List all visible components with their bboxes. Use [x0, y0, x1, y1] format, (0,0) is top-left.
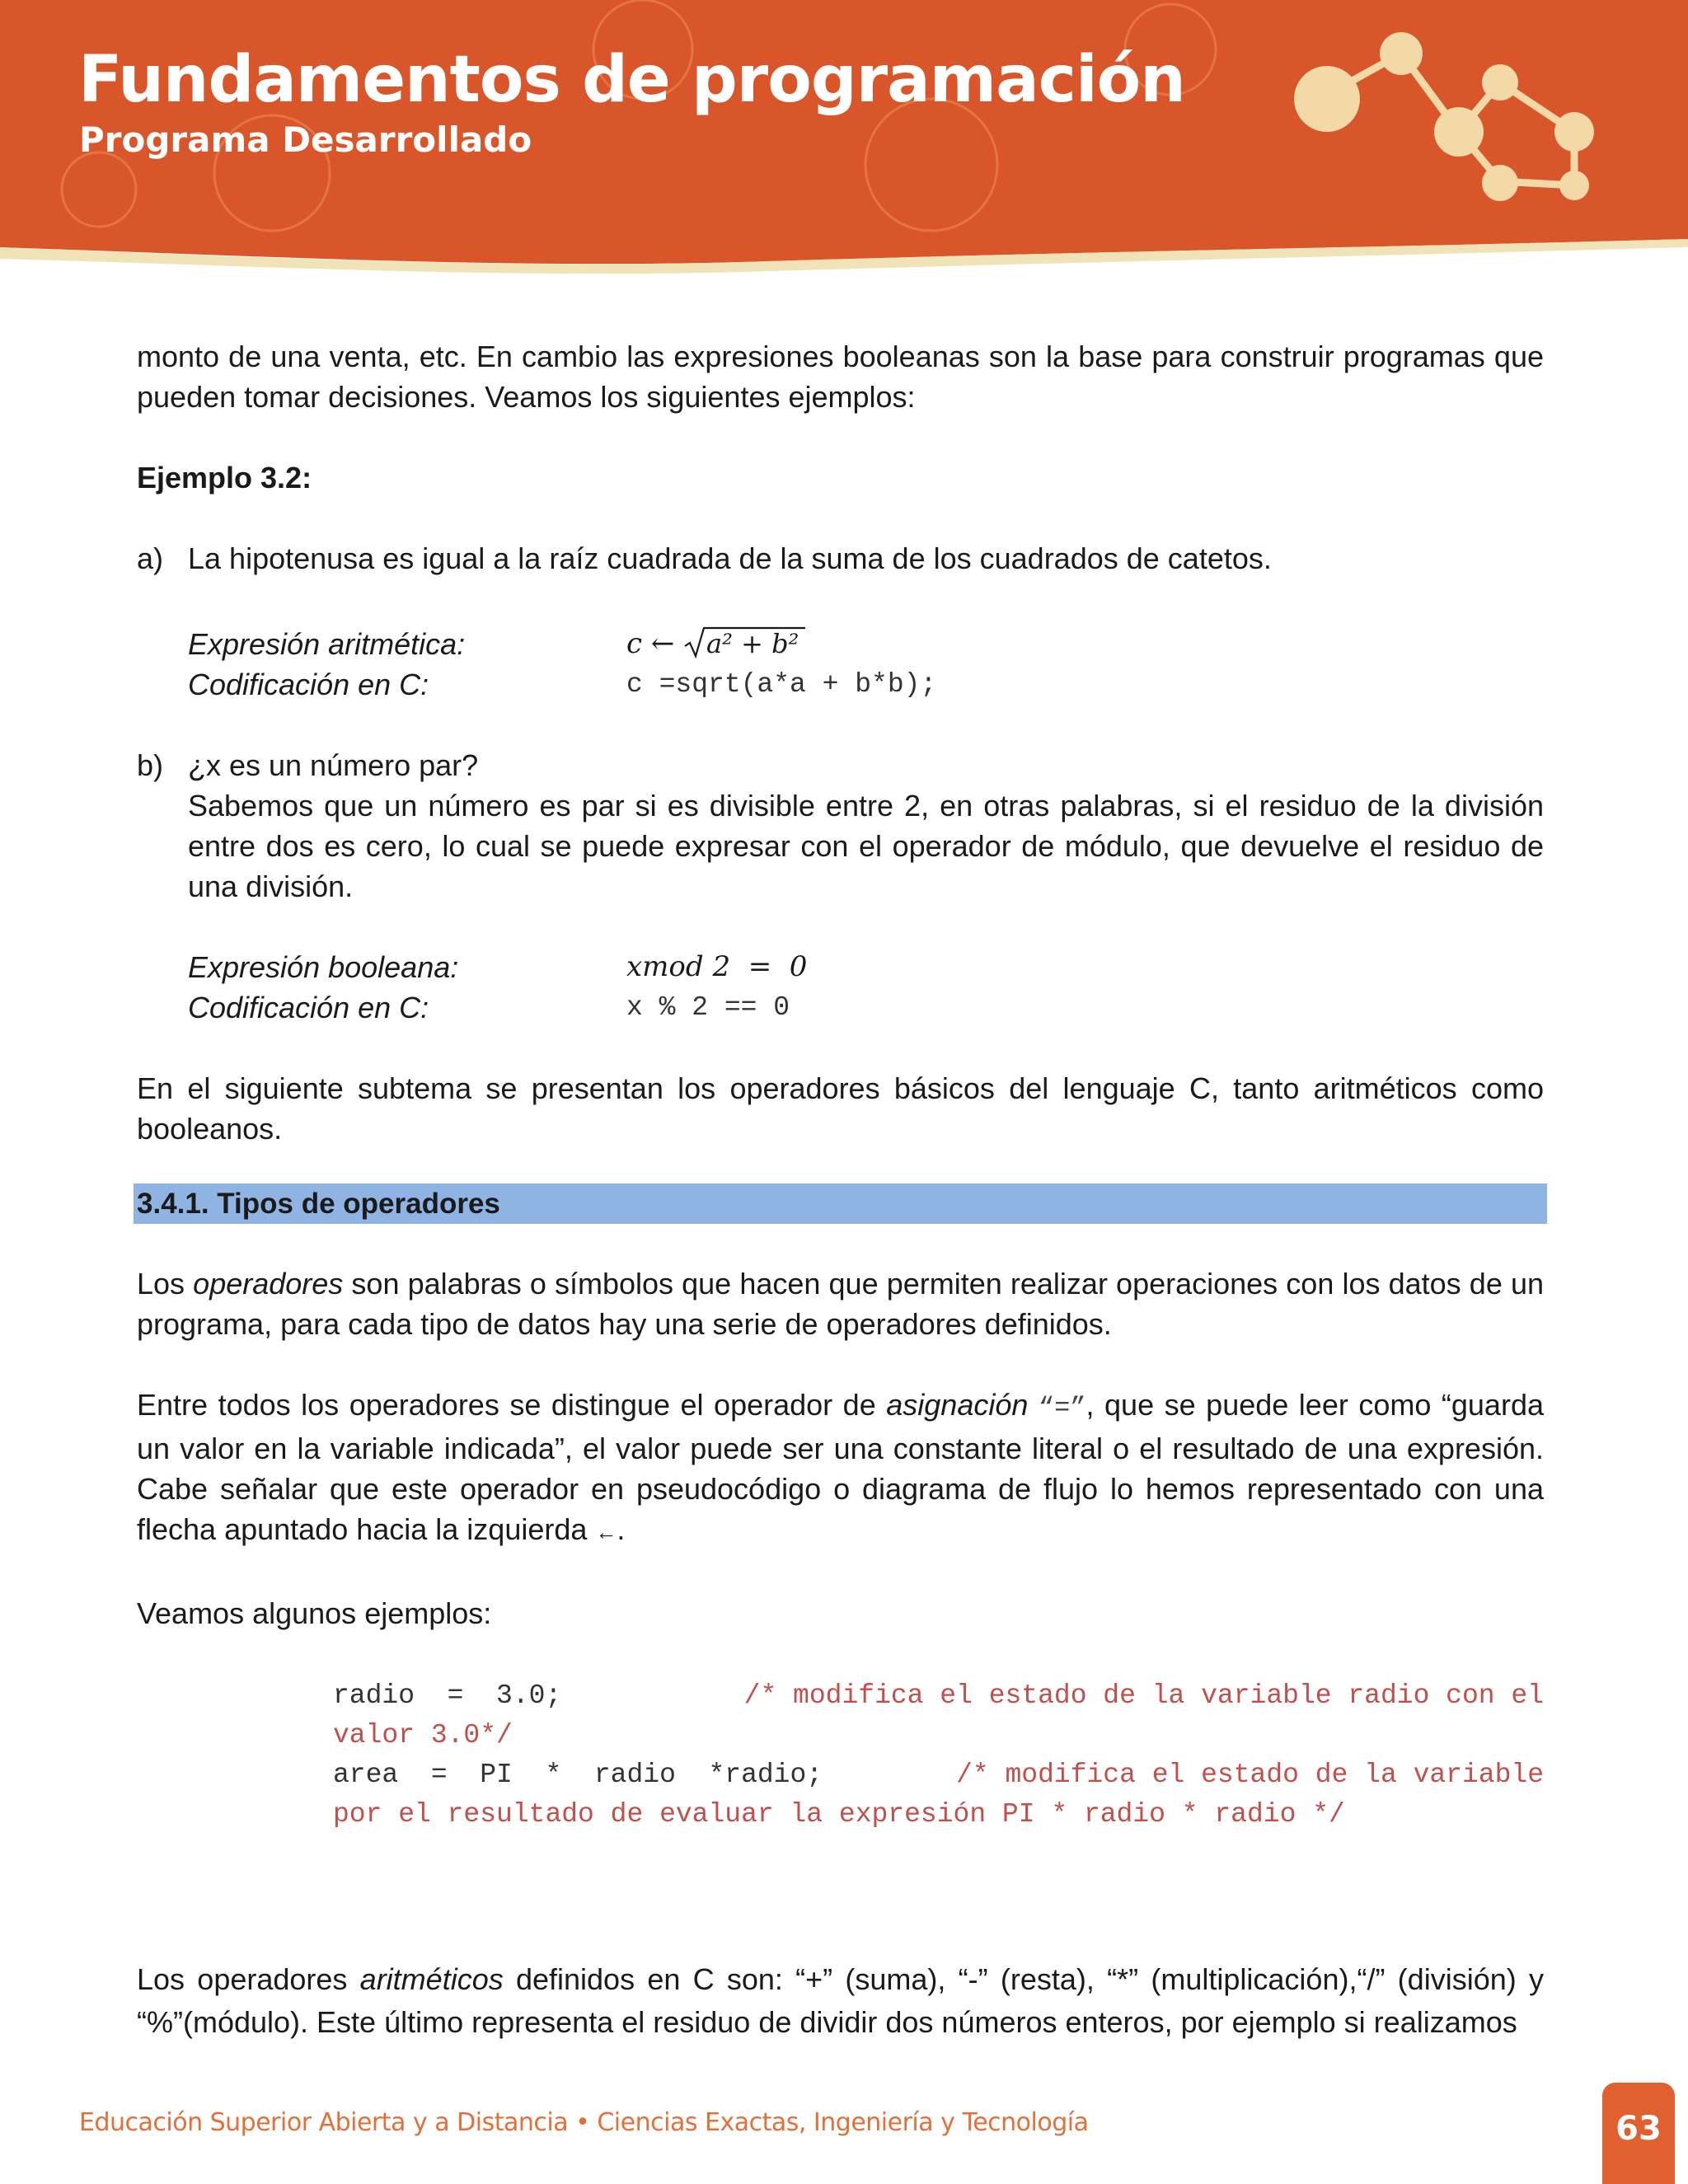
boolean-expression-row	[137, 947, 1544, 987]
example-item-a	[137, 538, 1544, 579]
code-line-3: area = PI * radio *radio; /* modifica el estado de la variable	[333, 1760, 1544, 1790]
example-b-question: ¿x es un número par?	[188, 748, 479, 782]
code-example-block	[137, 1676, 1544, 1835]
boolean-expression-label: Expresión booleana:	[188, 950, 459, 984]
section-heading: 3.4.1. Tipos de operadores	[134, 1183, 1547, 1224]
arithmetic-operators-paragraph: Los operadores aritméticos definidos en C son: “+” (suma), “-” (resta), “*” (multiplicación),“/” (división) y “%”(módulo). Este último representa el residuo de dividir dos números enteros, por ejemplo si realizamos	[137, 1962, 1544, 2039]
document-title: Fundamentos de programación	[78, 43, 1185, 117]
left-arrow-icon: ←	[595, 1520, 617, 1544]
list-marker-a: a)	[137, 541, 164, 575]
example-heading: Ejemplo 3.2:	[137, 461, 312, 494]
subtema-paragraph: En el siguiente subtema se presentan los operadores básicos del lenguaje C, tanto aritméticos como booleanos.	[137, 1071, 1544, 1146]
operators-paragraph-1: Los operadores son palabras o símbolos que hacen que permiten realizar operaciones con los datos de un programa, para cada tipo de datos hay una serie de operadores definidos.	[137, 1267, 1545, 1341]
square-root-formula-icon	[683, 625, 807, 659]
even-code: x % 2 == 0	[626, 992, 790, 1023]
boolean-code-label: Codificación en C:	[188, 991, 429, 1024]
svg-text:a² + b²: a² + b²	[706, 628, 799, 659]
page-number: 63	[1615, 2110, 1662, 2148]
arithmetic-expression-label: Expresión aritmética:	[188, 627, 466, 661]
code-line-1: radio = 3.0; /* modifica el estado de la variable radio con el	[333, 1680, 1544, 1711]
document-subtitle: Programa Desarrollado	[79, 120, 532, 160]
even-formula: xmod 2 = 0	[626, 950, 808, 983]
operators-paragraph-3: Veamos algunos ejemplos:	[137, 1596, 492, 1630]
code-line-2: valor 3.0*/	[333, 1720, 513, 1750]
example-item-b	[137, 745, 1544, 907]
arithmetic-code-row	[137, 664, 1544, 705]
operators-paragraph-2: Entre todos los operadores se distingue el operador de asignación “=”, que se puede leer como “guarda un valor en la variable indicada”, el valor puede ser una constante literal o el resultado de una expresión. Cabe señalar que este operador en pseudocódigo o diagrama de flujo lo hemos representado con una flecha apuntado hacia la izquierda ←.	[137, 1388, 1544, 1546]
list-marker-b: b)	[137, 748, 164, 782]
page-content	[137, 336, 1544, 2044]
footer-text: Educación Superior Abierta y a Distancia • Ciencias Exactas, Ingeniería y Tecnología	[79, 2108, 1089, 2137]
code-line-4: por el resultado de evaluar la expresión PI * radio * radio */	[333, 1799, 1345, 1830]
arithmetic-expression-row	[137, 624, 1544, 664]
hypotenuse-formula: c ← a² + b²	[626, 624, 807, 664]
boolean-code-row	[137, 987, 1544, 1028]
page-header	[0, 0, 1688, 288]
intro-paragraph: monto de una venta, etc. En cambio las expresiones booleanas son la base para construir programas que pueden tomar decisiones. Veamos los siguientes ejemplos:	[137, 340, 1544, 414]
arithmetic-code-label: Codificación en C:	[188, 668, 429, 701]
example-b-text: Sabemos que un número es par si es divisible entre 2, en otras palabras, si el residuo de la división entre dos es cero, lo cual se puede expresar con el operador de módulo, que devuelve el residuo de una división.	[188, 789, 1544, 903]
hypotenuse-code: c =sqrt(a*a + b*b);	[626, 669, 937, 700]
example-a-text: La hipotenusa es igual a la raíz cuadrada de la suma de los cuadrados de catetos.	[188, 541, 1272, 575]
